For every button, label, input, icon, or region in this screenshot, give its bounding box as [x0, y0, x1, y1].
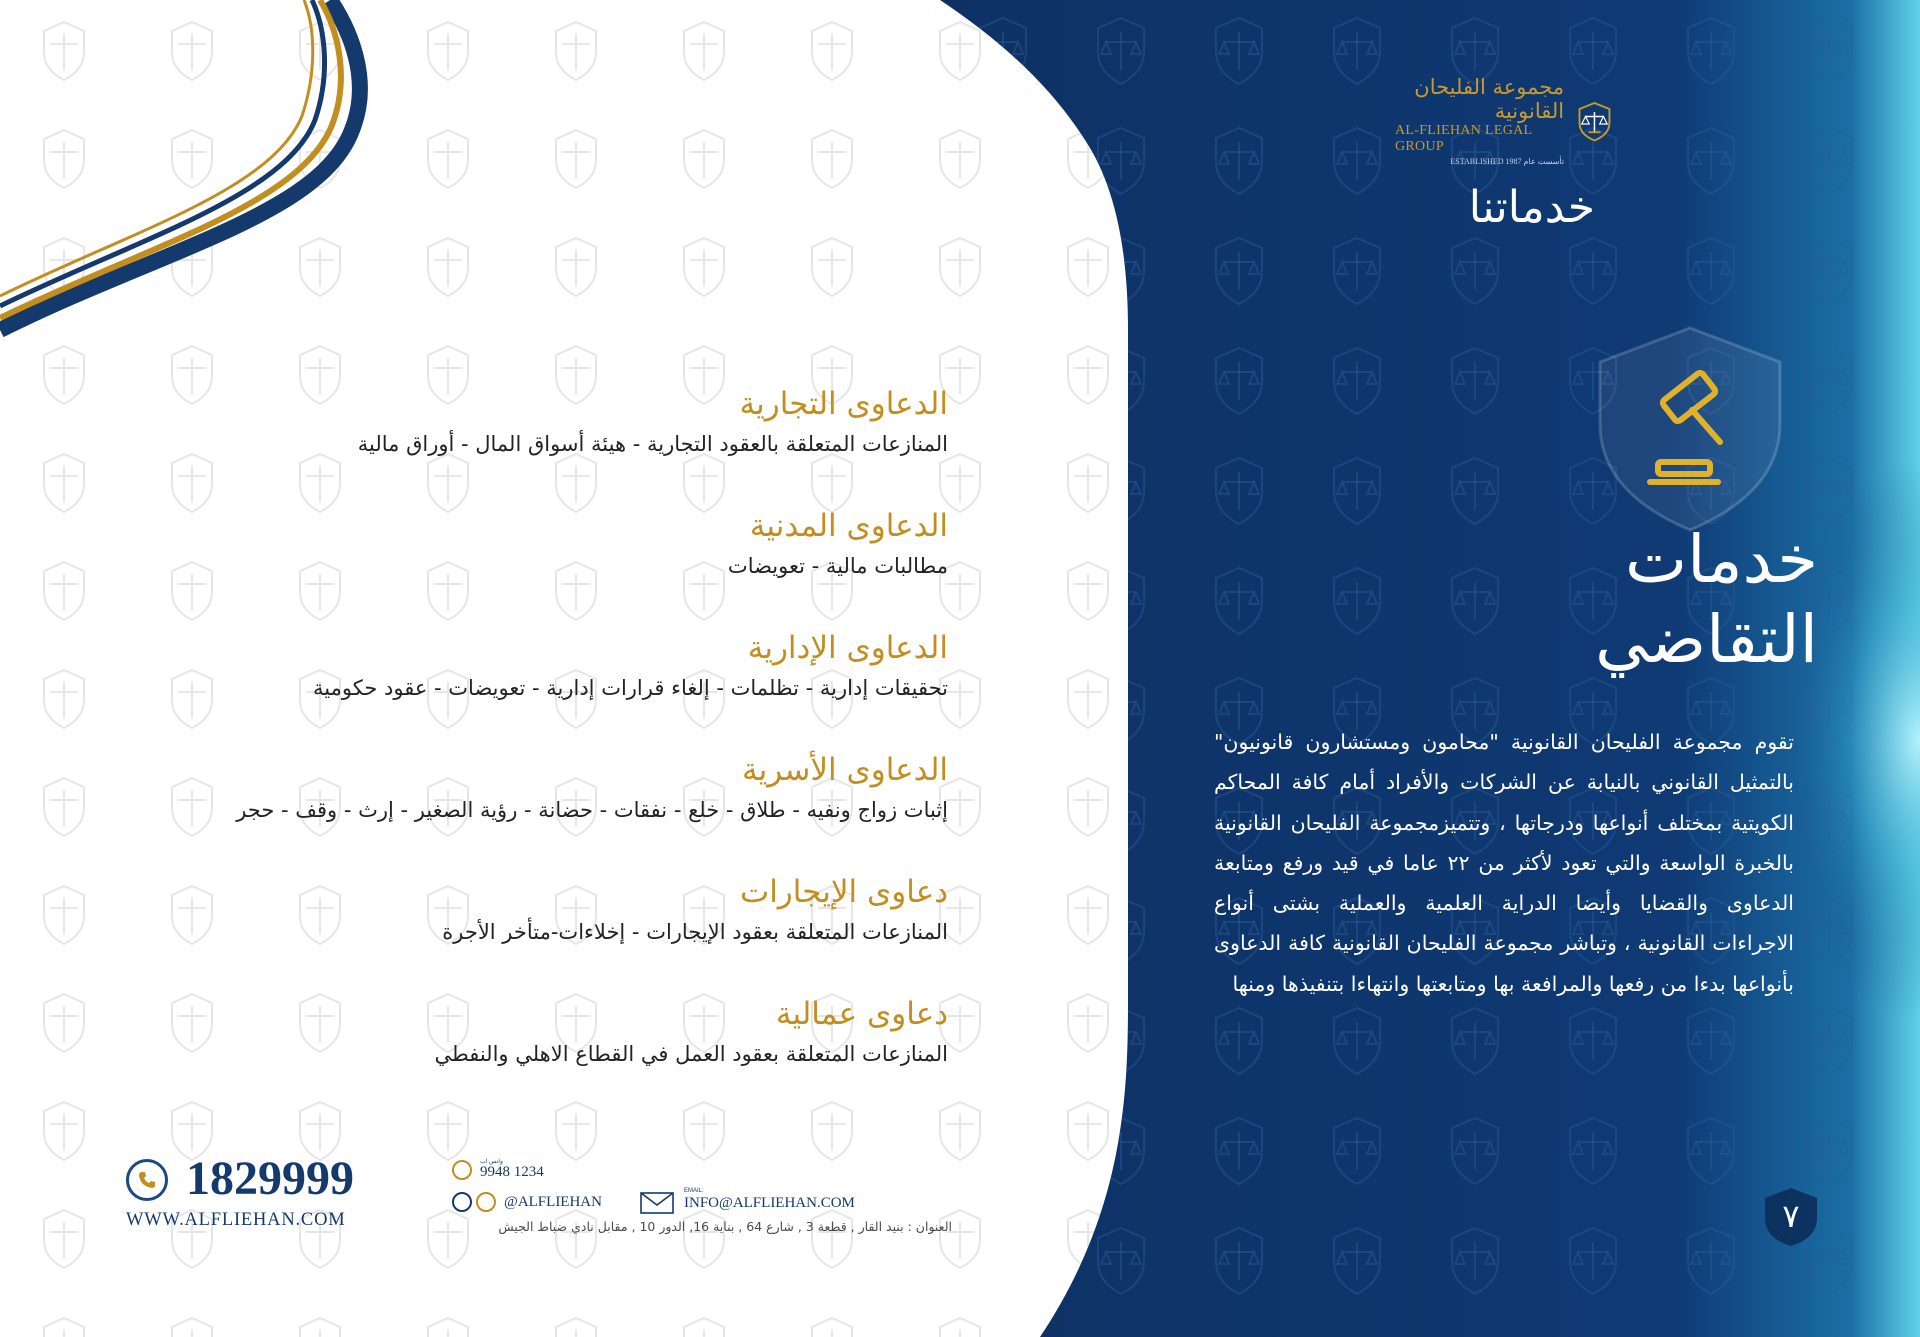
company-logo: [1395, 75, 1617, 166]
service-description: مطالبات مالية - تعويضات: [727, 554, 948, 578]
service-item-family: [120, 748, 948, 826]
title-line-2: التقاضي: [1595, 601, 1818, 678]
service-item-rental: [120, 870, 948, 948]
service-item-civil: [120, 504, 948, 582]
instagram-icon[interactable]: [476, 1192, 496, 1212]
section-label: خدماتنا: [1468, 182, 1595, 233]
main-phone-block: [122, 1152, 382, 1235]
title-line-1: خدمات: [1624, 521, 1818, 598]
service-title: الدعاوى الإدارية: [747, 630, 948, 666]
email-address[interactable]: INFO@ALFLIEHAN.COM: [684, 1195, 855, 1211]
whatsapp-icon: [452, 1160, 472, 1180]
twitter-icon[interactable]: [452, 1192, 472, 1212]
main-phone-number[interactable]: 1829999: [186, 1152, 354, 1205]
service-title: الدعاوى الأسرية: [742, 752, 948, 788]
address-line: العنوان : بنيد القار , قطعة 3 , شارع 64 , بناية 16, الدور 10 , مقابل نادي ضباط الجيش: [498, 1219, 952, 1234]
logo-english-name: AL-FLIEHAN LEGAL GROUP: [1395, 123, 1532, 154]
service-description: المنازعات المتعلقة بعقود الإيجارات - إخلاءات-متأخر الأجرة: [442, 920, 948, 944]
service-description: إثبات زواج ونفيه - طلاق - خلع - نفقات - حضانة - رؤية الصغير - إرث - وقف - حجر: [236, 798, 948, 822]
whatsapp-label: واتس اب: [480, 1159, 503, 1165]
service-item-administrative: [120, 626, 948, 704]
service-title: دعاوى الإيجارات: [740, 874, 948, 910]
service-title: الدعاوى المدنية: [749, 508, 948, 544]
email-label: EMAIL:: [684, 1188, 704, 1194]
phone-icon: [126, 1159, 168, 1201]
page-title: [1520, 520, 1818, 680]
service-description: المنازعات المتعلقة بعقود العمل في القطاع الاهلي والنفطي: [434, 1042, 948, 1066]
whatsapp-number[interactable]: 9948 1234: [480, 1164, 544, 1180]
social-handle[interactable]: @ALFLIEHAN: [504, 1194, 602, 1210]
service-item-commercial: [120, 382, 948, 460]
gavel-shield-icon: [1592, 324, 1788, 534]
email-icon: [640, 1192, 674, 1214]
service-title: الدعاوى التجارية: [739, 386, 948, 422]
service-description: تحقيقات إدارية - تظلمات - إلغاء قرارات إدارية - تعويضات - عقود حكومية: [313, 676, 948, 700]
service-item-labor: [120, 992, 948, 1070]
logo-arabic-name: مجموعة الفليحان القانونية: [1414, 75, 1565, 123]
page-number: ٧: [1782, 1197, 1800, 1235]
scales-of-justice-icon: [1572, 91, 1617, 151]
intro-paragraph: تقوم مجموعة الفليحان القانونية "محامون ومستشارون قانونيون" بالتمثيل القانوني بالنيابة عن الشركات والأفراد أمام كافة المحاكم الكويتية بمختلف أنواعها ودرجاتها ، وتتميزمجموعة الفليحان القانونية بالخبرة الواسعة والتي تعود لأكثر من ٢٢ عاما في قيد ورفع ومتابعة الدعاوى والقضايا وأيضا الدراية العلمية والعملية بشتى أنواع الاجراءات القانونية ، وتباشر مجموعة الفليحان القانونية كافة الدعاوى بأنواعها بدءا من رفعها والمرافعة بها ومتابعتها وانتهاءا بتنفيذها ومنها: [1214, 730, 1795, 996]
service-title: دعاوى عمالية: [775, 996, 948, 1032]
page-number-badge: [1763, 1186, 1819, 1248]
logo-established: ESTABLISHED 1987 تأسست عام: [1450, 157, 1565, 166]
website-link[interactable]: WWW.ALFLIEHAN.COM: [126, 1210, 346, 1230]
service-description: المنازعات المتعلقة بالعقود التجارية - هيئة أسواق المال - أوراق مالية: [357, 432, 948, 456]
